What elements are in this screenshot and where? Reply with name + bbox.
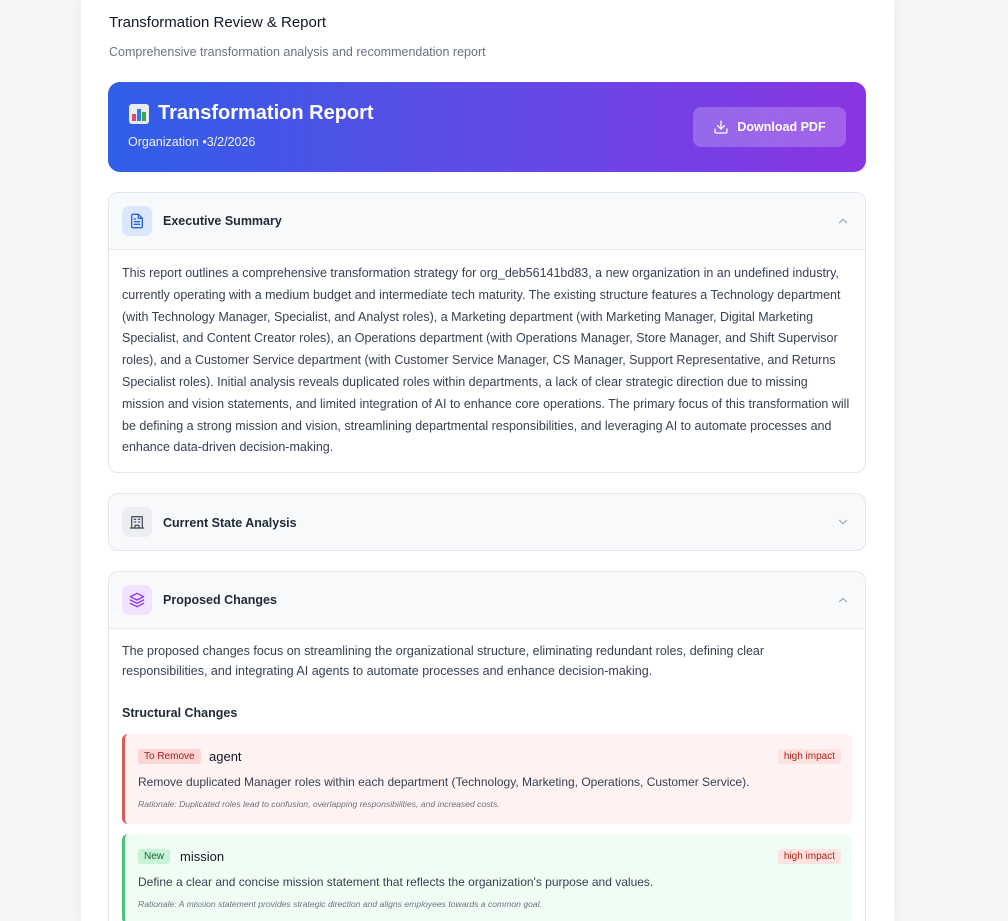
to-remove-badge: To Remove <box>138 749 201 764</box>
download-icon <box>713 119 729 135</box>
structural-changes-heading: Structural Changes <box>122 706 238 720</box>
chevron-up-icon[interactable] <box>836 593 850 607</box>
change-name: mission <box>180 849 225 864</box>
proposed-changes-title: Proposed Changes <box>163 593 277 607</box>
current-state-title: Current State Analysis <box>163 515 297 530</box>
chevron-up-icon[interactable] <box>836 214 850 228</box>
report-card <box>81 0 894 921</box>
new-badge: New <box>138 849 170 864</box>
executive-summary-text: This report outlines a comprehensive transformation strategy for org_deb56141bd83, a new organization in an undefined industry, currently operating with a medium budget and intermediate tech maturity. The existing structure features a Technology department (with Technology Manager, Specialist, and Analyst roles), a Marketing department (with Marketing Manager, Digital Marketing Specialist, and Content Creator roles), an Operations department (with Operations Manager, Store Manager, and Shift Supervisor roles), and a Customer Service department (with Customer Service Manager, CS Manager, Support Representative, and Returns Specialist roles). Initial analysis reveals duplicated roles within departments, a lack of clear strategic direction due to missing mission and vision statements, and limited integration of AI to enhance core operations. The primary focus of this transformation will be defining a strong mission and vision, streamlining departmental responsibilities, and leveraging AI to automate processes and enhance data-driven decision-making. <box>122 266 850 455</box>
building-icon <box>122 507 152 537</box>
report-banner <box>108 82 866 172</box>
executive-summary-title: Executive Summary <box>163 214 282 228</box>
executive-summary-section <box>108 192 866 473</box>
layers-icon <box>122 585 152 615</box>
page-subtitle: Comprehensive transformation analysis and recommendation report <box>109 45 486 59</box>
current-state-header[interactable] <box>109 494 865 551</box>
executive-summary-header[interactable] <box>109 193 865 250</box>
banner-title-row <box>129 102 374 125</box>
page-title: Transformation Review & Report <box>109 14 327 31</box>
impact-badge: high impact <box>778 849 841 864</box>
current-state-section <box>108 493 866 551</box>
proposed-changes-header[interactable] <box>109 572 865 629</box>
download-pdf-button[interactable] <box>693 107 846 147</box>
banner-title: Transformation Report <box>158 102 374 124</box>
proposed-changes-text: The proposed changes focus on streamlining the organizational structure, eliminating redundant roles, defining clear responsibilities, and integrating AI agents to automate processes and enhance decision-making. <box>122 644 765 678</box>
banner-meta: Organization •3/2/2026 <box>128 135 256 149</box>
change-description: Define a clear and concise mission statement that reflects the organization's purpose and values. <box>138 875 654 889</box>
impact-badge: high impact <box>778 749 841 764</box>
change-card <box>122 734 852 824</box>
chevron-down-icon[interactable] <box>836 515 850 529</box>
change-rationale: Rationale: Duplicated roles lead to confusion, overlapping responsibilities, and increased costs. <box>138 799 500 809</box>
proposed-changes-section <box>108 571 866 921</box>
change-card <box>122 834 852 921</box>
bar-chart-icon <box>129 104 149 124</box>
change-description: Remove duplicated Manager roles within each department (Technology, Marketing, Operations, Customer Service). <box>138 775 750 789</box>
proposed-changes-body <box>109 629 865 723</box>
download-pdf-label: Download PDF <box>737 120 826 134</box>
change-name: agent <box>209 749 242 764</box>
document-icon <box>122 206 152 236</box>
change-rationale: Rationale: A mission statement provides strategic direction and aligns employees towards a common goal. <box>138 899 542 909</box>
